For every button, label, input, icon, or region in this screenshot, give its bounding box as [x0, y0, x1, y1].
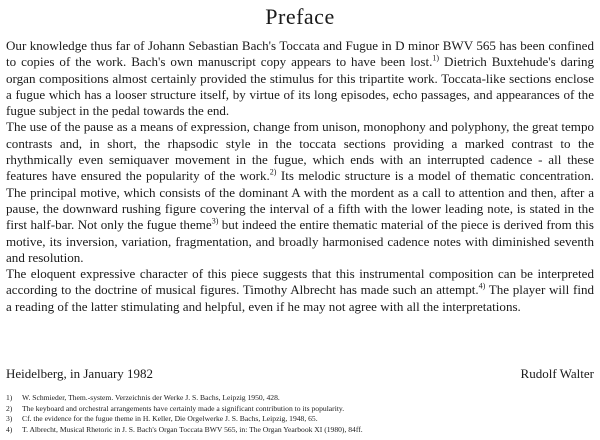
- place-date: Heidelberg, in January 1982: [6, 366, 154, 381]
- paragraph-text: The player will find a reading of the latter stimulating and helpful, even if he may not agree with all the interpretations.: [6, 282, 594, 314]
- footnote-mark: 4): [6, 424, 13, 434]
- footnote: [6, 404, 594, 415]
- page-title: Preface: [265, 4, 335, 29]
- preface-body: [6, 38, 594, 315]
- paragraph-text: Its melodic structure is a model of thematic concentration. The principal motive, which consists of the dominant A with the mordent as a call to attention and then, after a pause, the downward rushing figure covering the interval of a fifth with the lower leading note, is stated in the first half-bar. Not only the fugue theme: [6, 168, 594, 233]
- paragraph-text: The eloquent expressive character of this piece suggests that this instrumental composition can be interpreted according to the doctrine of musical figures. Timothy Albrecht has made such an attempt.: [6, 266, 594, 298]
- paragraph: [6, 119, 594, 266]
- signoff: [6, 366, 594, 382]
- footnote-text: Cf. the evidence for the fugue theme in H. Keller, Die Orgelwerke J. S. Bachs, Leipzig, 1948, 65.: [22, 414, 318, 424]
- footnote-ref: 2): [269, 168, 277, 178]
- paragraph-text: Dietrich Buxtehude's daring organ compositions almost certainly provided the stimulus for this tripartite work. Toccata-like sections enclose a fugue which has a looser structure itself, by virtue of its long episodes, echo passages, and appearances of the fugue subject in the pedal towards the end.: [6, 54, 594, 119]
- footnote-text: The keyboard and orchestral arrangements have certainly made a significant contribution to its popularity.: [22, 403, 345, 413]
- footnote-ref: 4): [478, 282, 486, 292]
- author-name: Rudolf Walter: [520, 366, 594, 381]
- footnote-mark: 2): [6, 403, 13, 413]
- paragraph-text: but indeed the entire thematic material of the piece is derived from this motive, its inversion, variation, fragmentation, and broadly harmonised cadence notes with diminished seventh and resolution.: [6, 217, 594, 265]
- footnote: [6, 393, 594, 404]
- paragraph-text: The use of the pause as a means of expression, change from unison, monophony and polyphony, the great tempo contrasts and, in short, the rhapsodic style in the toccata sections providing a marked contrast to the rhythmically even semiquaver movement in the fugue, which ends with an interrupted cadence - all these features have ensured the popularity of the work.: [6, 119, 594, 184]
- footnote: [6, 414, 594, 425]
- footnote-mark: 3): [6, 414, 13, 424]
- footnote-text: T. Albrecht, Musical Rhetoric in J. S. Bach's Organ Toccata BWV 565, in: The Organ Yearbook XI (1980), 84ff.: [22, 424, 363, 434]
- footnotes: [6, 393, 594, 435]
- paragraph-text: Our knowledge thus far of Johann Sebastian Bach's Toccata and Fugue in D minor BWV 565 has been confined to copies of the work. Bach's own manuscript copy appears to have been lost.: [6, 38, 594, 70]
- footnote-ref: 1): [432, 53, 440, 63]
- paragraph: [6, 266, 594, 315]
- footnote-ref: 3): [211, 216, 219, 226]
- footnote-text: W. Schmieder, Them.-system. Verzeichnis der Werke J. S. Bachs, Leipzig 1950, 428.: [22, 393, 280, 402]
- footnote: [6, 425, 594, 436]
- footnote-mark: 1): [6, 393, 13, 402]
- paragraph: [6, 38, 594, 119]
